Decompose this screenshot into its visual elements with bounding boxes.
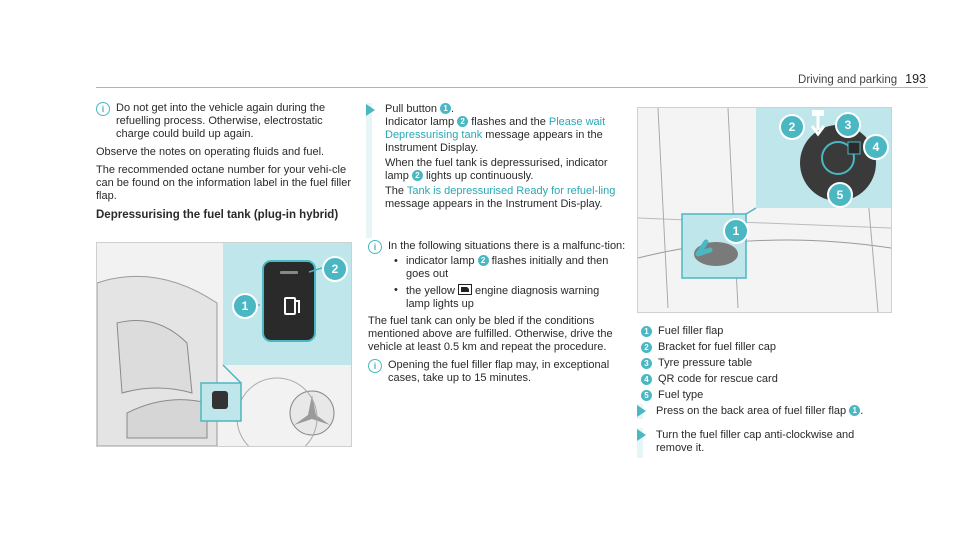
step-arrow-icon xyxy=(637,429,646,441)
info-icon: i xyxy=(368,240,382,254)
callout-num: 1 xyxy=(849,405,860,416)
step-text: flashes and the xyxy=(471,116,546,128)
callout-num: 2 xyxy=(412,170,423,181)
left-column xyxy=(96,102,352,222)
info-note xyxy=(368,359,626,390)
legend-label: Fuel type xyxy=(658,389,704,401)
callout-badge-1: 1 xyxy=(723,218,749,244)
fuel-flap-illustration xyxy=(638,108,891,312)
section-title: Driving and parking xyxy=(798,74,898,86)
middle-column: Pull button 1 . Indicator lamp 2 flashes and the Please wait Depressurising tank message appears in the Instrument Display. When the fuel tank is depressurised, indicator lamp 2 lights up continuously. The Tank is depressurised Ready for refuel-ling message appears in the Instrument Dis-play. xyxy=(385,103,616,210)
page-number: 193 xyxy=(905,72,926,86)
callout-badge-3: 3 xyxy=(835,112,861,138)
callout-num: 2 xyxy=(457,116,468,127)
legend-num: 5 xyxy=(641,390,652,401)
malfunction-list xyxy=(388,255,626,311)
legend-item xyxy=(641,387,778,403)
legend-label: Fuel filler flap xyxy=(658,325,724,337)
callout-num: 1 xyxy=(440,103,451,114)
callout-badge-1: 1 xyxy=(232,293,258,319)
note-text: Opening the fuel filler flap may, in exceptional cases, take up to 15 minutes. xyxy=(388,359,610,384)
middle-column-lower xyxy=(368,240,626,390)
step-text: When the fuel tank is depressurised, indicator lamp xyxy=(385,157,608,182)
legend-item xyxy=(641,323,778,339)
list-text: flashes initially and then goes out xyxy=(406,255,609,280)
step-text: Press on the back area of fuel filler flap xyxy=(656,405,847,417)
callout-num: 2 xyxy=(478,255,489,266)
display-message: Please wait Depressurising tank xyxy=(385,116,606,141)
legend-label: Bracket for fuel filler cap xyxy=(658,341,776,353)
figure-legend xyxy=(641,323,778,403)
paragraph: Observe the notes on operating fluids and fuel. xyxy=(96,146,325,158)
list-text: engine diagnosis warning lamp lights up xyxy=(406,285,600,310)
section-heading: Depressurising the fuel tank (plug-in hybrid) xyxy=(96,209,339,221)
step-text: Turn the fuel filler cap anti-clockwise and remove it. xyxy=(656,429,855,454)
info-icon: i xyxy=(368,359,382,373)
step-3 xyxy=(656,429,886,455)
legend-num: 3 xyxy=(641,358,652,369)
step-text: message appears in the Instrument Dis-play. xyxy=(385,198,603,210)
step-text: The xyxy=(385,185,404,197)
legend-item xyxy=(641,339,778,355)
step-2: Press on the back area of fuel filler flap 1 . xyxy=(656,405,864,417)
legend-label: Tyre pressure table xyxy=(658,357,753,369)
display-message: Tank is depressurised Ready for refuel-ling xyxy=(406,185,616,197)
legend-num: 1 xyxy=(641,326,652,337)
step-text: message appears in the Instrument Display. xyxy=(385,129,603,154)
legend-item xyxy=(641,355,778,371)
list-text: the yellow xyxy=(406,285,455,297)
list-item xyxy=(388,284,626,311)
running-header xyxy=(798,72,926,86)
callout-badge-5: 5 xyxy=(827,182,853,208)
step-text: Indicator lamp xyxy=(385,116,455,128)
legend-label: QR code for rescue card xyxy=(658,373,778,385)
step-text: Pull button xyxy=(385,103,437,115)
step-marker-bar xyxy=(366,103,372,238)
info-note xyxy=(368,240,626,315)
door-panel-illustration xyxy=(97,243,351,446)
info-note xyxy=(96,102,352,146)
legend-num: 2 xyxy=(641,342,652,353)
note-text: In the following situations there is a malfunc-tion: xyxy=(388,240,626,252)
step-arrow-icon xyxy=(366,104,375,116)
paragraph: The fuel tank can only be bled if the conditions mentioned above are fulfilled. Otherwise, drive the vehicle at least 0.5 km and repeat the procedure. xyxy=(368,315,613,353)
list-text: indicator lamp xyxy=(406,255,475,267)
info-icon: i xyxy=(96,102,110,116)
engine-warning-icon xyxy=(458,284,472,295)
note-text: Do not get into the vehicle again during the refuelling process. Otherwise, electrostatic charge could build up again. xyxy=(116,102,326,140)
paragraph: The recommended octane number for your vehi-cle can be found on the information label in the fuel filler flap. xyxy=(96,164,351,202)
step-text: lights up continuously. xyxy=(425,170,534,182)
header-rule xyxy=(96,87,928,88)
figure-fuel-filler-flap xyxy=(637,107,892,313)
callout-badge-2: 2 xyxy=(779,114,805,140)
figure-door-button xyxy=(96,242,352,447)
callout-badge-4: 4 xyxy=(863,134,889,160)
legend-num: 4 xyxy=(641,374,652,385)
step-arrow-icon xyxy=(637,405,646,417)
legend-item xyxy=(641,371,778,387)
list-item xyxy=(388,255,626,281)
callout-badge-2: 2 xyxy=(322,256,348,282)
